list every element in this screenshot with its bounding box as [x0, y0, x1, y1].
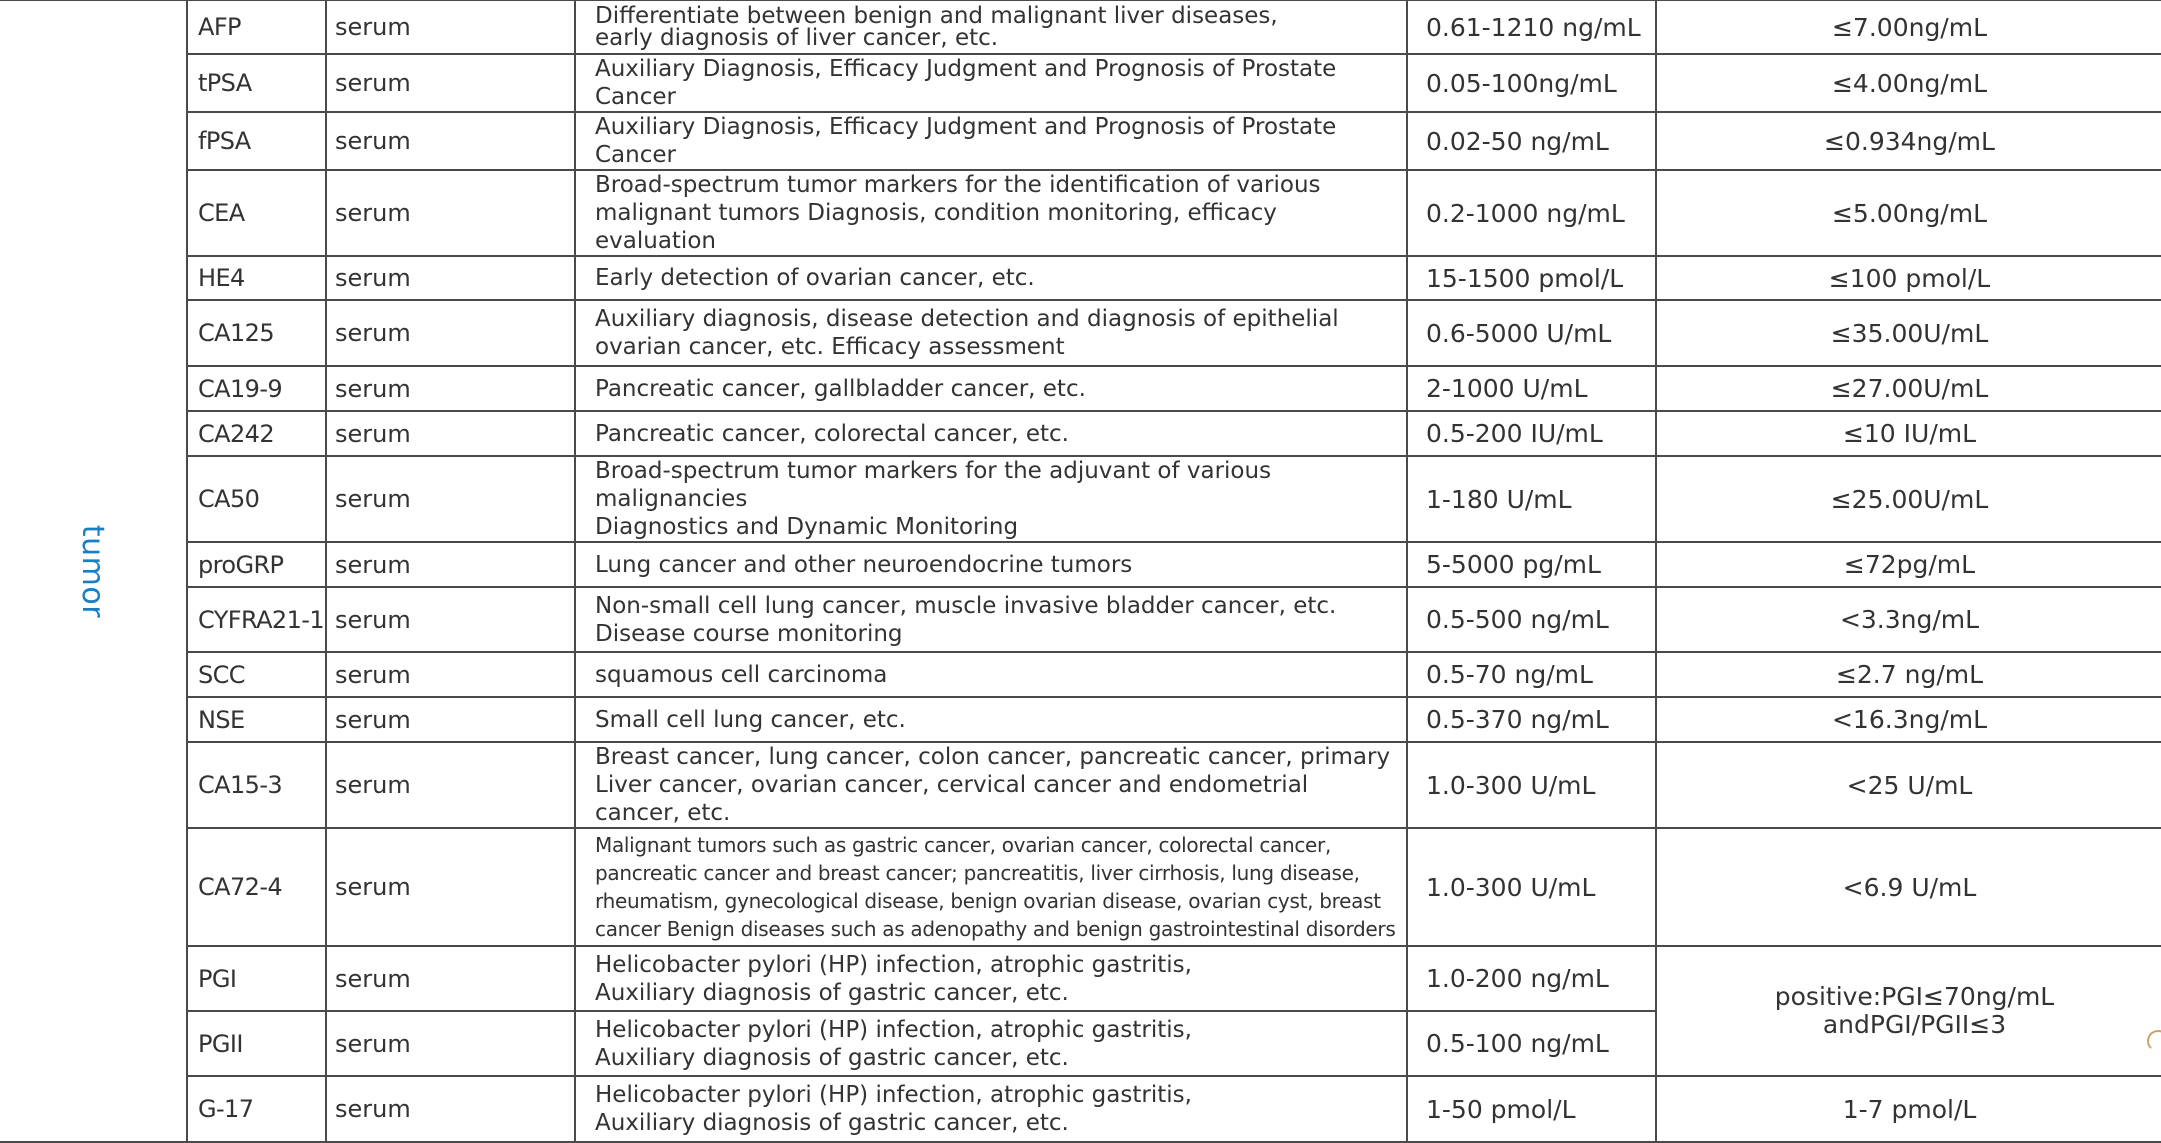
clinical-significance: [575, 742, 1407, 828]
sample-type: serum: [326, 542, 575, 587]
significance-line: Helicobacter pylori (HP) infection, atrophic gastritis,: [595, 1082, 1192, 1108]
reference-value: ≤35.00U/mL: [1656, 300, 2161, 366]
sample-type: serum: [326, 456, 575, 542]
reference-value: ≤27.00U/mL: [1656, 366, 2161, 411]
significance-line: Non-small cell lung cancer, muscle invasive bladder cancer, etc.: [595, 592, 1337, 619]
table-row: [0, 112, 2161, 170]
linear-range: 1-180 U/mL: [1407, 456, 1656, 542]
table-row: [0, 697, 2161, 742]
marker-name: PGI: [187, 946, 326, 1011]
linear-range: 0.5-200 IU/mL: [1407, 411, 1656, 456]
sample-type: serum: [326, 1011, 575, 1076]
pg-reference-line: andPGI/PGII≤3: [1822, 1010, 2007, 1039]
table-row: [0, 0, 2161, 54]
significance-line: Lung cancer and other neuroendocrine tumors: [595, 551, 1133, 578]
clinical-significance: [575, 697, 1407, 742]
table-row: [0, 542, 2161, 587]
marker-name: CA72-4: [187, 828, 326, 946]
clinical-significance: [575, 587, 1407, 652]
sample-type: serum: [326, 170, 575, 256]
reference-value: ≤4.00ng/mL: [1656, 54, 2161, 112]
marker-name: CA19-9: [187, 366, 326, 411]
significance-line: ovarian cancer, etc. Efficacy assessment: [595, 334, 1065, 360]
table-row: [0, 54, 2161, 112]
reference-value: ≤10 IU/mL: [1656, 411, 2161, 456]
significance-line: Malignant tumors such as gastric cancer, ovarian cancer, colorectal cancer,: [595, 833, 1332, 857]
reference-value: <16.3ng/mL: [1656, 697, 2161, 742]
table-row: [0, 366, 2161, 411]
linear-range: 1.0-200 ng/mL: [1407, 946, 1656, 1011]
significance-line: Disease course monitoring: [595, 620, 903, 647]
reference-value: 1-7 pmol/L: [1656, 1076, 2161, 1142]
clinical-significance: [575, 1011, 1407, 1076]
sample-type: serum: [326, 300, 575, 366]
sample-type: serum: [326, 697, 575, 742]
clinical-significance: [575, 256, 1407, 300]
linear-range: 0.02-50 ng/mL: [1407, 112, 1656, 170]
significance-line: cancer Benign diseases such as adenopathy and benign gastrointestinal disorders: [595, 917, 1396, 941]
pg-reference-value: [1656, 946, 2161, 1076]
clinical-significance: [575, 300, 1407, 366]
sample-type: serum: [326, 0, 575, 54]
table-row: [0, 946, 2161, 1011]
linear-range: 1-50 pmol/L: [1407, 1076, 1656, 1142]
significance-line: Differentiate between benign and malignant liver diseases,: [595, 3, 1278, 29]
significance-line: Diagnostics and Dynamic Monitoring: [595, 514, 1019, 540]
clinical-significance: [575, 946, 1407, 1011]
marker-name: SCC: [187, 652, 326, 697]
significance-line: Helicobacter pylori (HP) infection, atrophic gastritis,: [595, 1016, 1192, 1043]
significance-line: Liver cancer, ovarian cancer, cervical cancer and endometrial cancer, etc.: [595, 772, 1309, 826]
linear-range: 0.2-1000 ng/mL: [1407, 170, 1656, 256]
linear-range: 0.61-1210 ng/mL: [1407, 0, 1656, 54]
significance-line: Auxiliary diagnosis of gastric cancer, etc.: [595, 1044, 1069, 1071]
linear-range: 0.5-500 ng/mL: [1407, 587, 1656, 652]
clinical-significance: [575, 456, 1407, 542]
table-row: [0, 1076, 2161, 1142]
significance-line: squamous cell carcinoma: [595, 661, 888, 688]
sample-type: serum: [326, 587, 575, 652]
reference-value: ≤72pg/mL: [1656, 542, 2161, 587]
sample-type: serum: [326, 256, 575, 300]
significance-line: pancreatic cancer and breast cancer; pancreatitis, liver cirrhosis, lung disease,: [595, 861, 1360, 885]
reference-value: ≤100 pmol/L: [1656, 256, 2161, 300]
significance-line: Broad-spectrum tumor markers for the adjuvant of various malignancies: [595, 458, 1272, 512]
marker-name: G-17: [187, 1076, 326, 1142]
clinical-significance: [575, 542, 1407, 587]
reference-value: ≤7.00ng/mL: [1656, 0, 2161, 54]
sample-type: serum: [326, 411, 575, 456]
reference-value: <25 U/mL: [1656, 742, 2161, 828]
table-row: [0, 170, 2161, 256]
clinical-significance: [575, 0, 1407, 54]
marker-name: proGRP: [187, 542, 326, 587]
reference-value: ≤2.7 ng/mL: [1656, 652, 2161, 697]
marker-name: fPSA: [187, 112, 326, 170]
linear-range: 5-5000 pg/mL: [1407, 542, 1656, 587]
significance-line: Pancreatic cancer, gallbladder cancer, etc.: [595, 375, 1086, 402]
category-label: tumor: [75, 524, 111, 618]
marker-name: CA242: [187, 411, 326, 456]
linear-range: 0.5-100 ng/mL: [1407, 1011, 1656, 1076]
significance-line: Early detection of ovarian cancer, etc.: [595, 265, 1035, 291]
linear-range: 0.05-100ng/mL: [1407, 54, 1656, 112]
linear-range: 1.0-300 U/mL: [1407, 828, 1656, 946]
linear-range: 15-1500 pmol/L: [1407, 256, 1656, 300]
significance-line: Breast cancer, lung cancer, colon cancer, pancreatic cancer, primary: [595, 744, 1391, 770]
table-row: [0, 411, 2161, 456]
clinical-significance: [575, 366, 1407, 411]
significance-line: Auxiliary Diagnosis, Efficacy Judgment and Prognosis of Prostate Cancer: [595, 56, 1337, 110]
marker-name: tPSA: [187, 54, 326, 112]
marker-name: NSE: [187, 697, 326, 742]
marker-name: PGII: [187, 1011, 326, 1076]
significance-line: early diagnosis of liver cancer, etc.: [595, 25, 999, 51]
reference-value: <3.3ng/mL: [1656, 587, 2161, 652]
clinical-significance: [575, 112, 1407, 170]
clinical-significance: [575, 411, 1407, 456]
significance-line: malignant tumors Diagnosis, condition monitoring, efficacy evaluation: [595, 200, 1277, 254]
sample-type: serum: [326, 652, 575, 697]
linear-range: 0.5-70 ng/mL: [1407, 652, 1656, 697]
table-row: [0, 828, 2161, 946]
marker-name: CA15-3: [187, 742, 326, 828]
sample-type: serum: [326, 366, 575, 411]
table-row: [0, 652, 2161, 697]
linear-range: 2-1000 U/mL: [1407, 366, 1656, 411]
table-row: [0, 742, 2161, 828]
clinical-significance: [575, 54, 1407, 112]
marker-name: CA125: [187, 300, 326, 366]
table-row: [0, 256, 2161, 300]
significance-line: Auxiliary diagnosis of gastric cancer, etc.: [595, 1110, 1069, 1136]
significance-line: Helicobacter pylori (HP) infection, atrophic gastritis,: [595, 951, 1192, 978]
linear-range: 0.5-370 ng/mL: [1407, 697, 1656, 742]
significance-line: rheumatism, gynecological disease, benign ovarian disease, ovarian cyst, breast: [595, 889, 1381, 913]
sample-type: serum: [326, 742, 575, 828]
category-cell: [0, 0, 187, 1142]
marker-name: AFP: [187, 0, 326, 54]
table-row: [0, 587, 2161, 652]
reference-value: ≤5.00ng/mL: [1656, 170, 2161, 256]
sample-type: serum: [326, 828, 575, 946]
marker-name: CEA: [187, 170, 326, 256]
clinical-significance: [575, 1076, 1407, 1142]
linear-range: 0.6-5000 U/mL: [1407, 300, 1656, 366]
sample-type: serum: [326, 54, 575, 112]
significance-line: Auxiliary diagnosis, disease detection and diagnosis of epithelial: [595, 306, 1339, 332]
significance-line: Auxiliary diagnosis of gastric cancer, etc.: [595, 979, 1069, 1006]
sample-type: serum: [326, 1076, 575, 1142]
clinical-significance: [575, 170, 1407, 256]
table-row: [0, 300, 2161, 366]
significance-line: Auxiliary Diagnosis, Efficacy Judgment and Prognosis of Prostate Cancer: [595, 114, 1337, 168]
reference-value: ≤0.934ng/mL: [1656, 112, 2161, 170]
pg-reference-line: positive:PGI≤70ng/mL: [1774, 982, 2055, 1011]
linear-range: 1.0-300 U/mL: [1407, 742, 1656, 828]
significance-line: Pancreatic cancer, colorectal cancer, etc.: [595, 420, 1069, 447]
table-row: [0, 456, 2161, 542]
clinical-significance: [575, 652, 1407, 697]
reference-value: ≤25.00U/mL: [1656, 456, 2161, 542]
reference-value: <6.9 U/mL: [1656, 828, 2161, 946]
significance-line: Small cell lung cancer, etc.: [595, 706, 906, 733]
significance-line: Broad-spectrum tumor markers for the identification of various: [595, 172, 1321, 198]
marker-name: CYFRA21-1: [187, 587, 326, 652]
sample-type: serum: [326, 946, 575, 1011]
marker-name: HE4: [187, 256, 326, 300]
marker-name: CA50: [187, 456, 326, 542]
sample-type: serum: [326, 112, 575, 170]
clinical-significance: [575, 828, 1407, 946]
